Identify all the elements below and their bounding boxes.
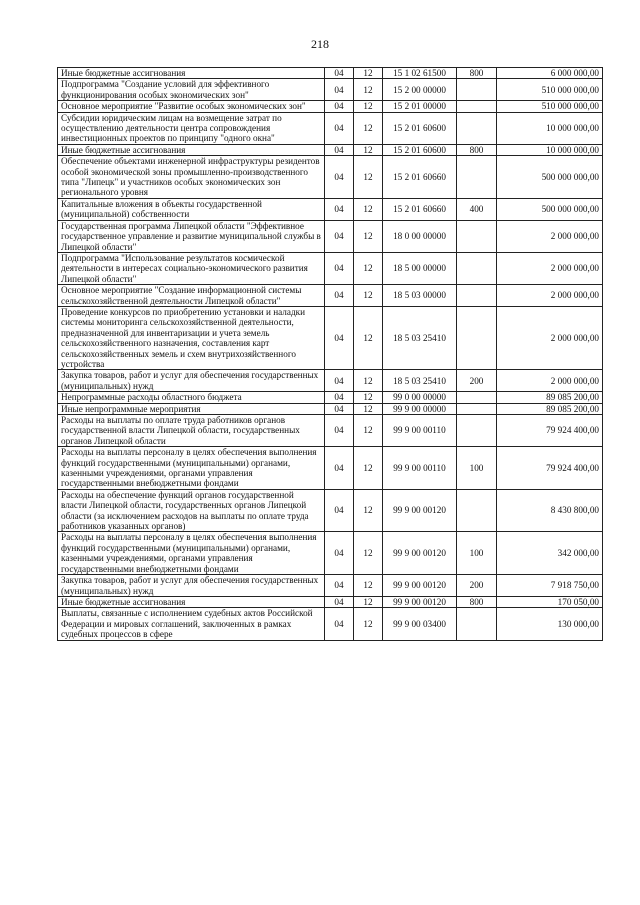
expense-name-cell: Субсидии юридическим лицам на возмещение затрат по осуществлению деятельности центра сопровождения инвестиционных проектов по принципу "одного окна" bbox=[58, 112, 325, 144]
subsection-code-cell: 12 bbox=[354, 575, 383, 597]
expense-name-cell: Иные непрограммные мероприятия bbox=[58, 403, 325, 414]
target-article-cell: 99 9 00 00120 bbox=[383, 489, 457, 532]
expense-name-cell: Основное мероприятие "Развитие особых экономических зон" bbox=[58, 101, 325, 112]
amount-cell: 8 430 800,00 bbox=[497, 489, 603, 532]
target-article-cell: 99 9 00 00120 bbox=[383, 596, 457, 607]
section-code-cell: 04 bbox=[325, 101, 354, 112]
table-row bbox=[58, 392, 603, 403]
expense-name-cell: Капитальные вложения в объекты государственной (муниципальной) собственности bbox=[58, 198, 325, 220]
target-article-cell: 99 9 00 00120 bbox=[383, 575, 457, 597]
table-row bbox=[58, 403, 603, 414]
subsection-code-cell: 12 bbox=[354, 608, 383, 640]
expense-type-cell bbox=[457, 79, 497, 101]
section-code-cell: 04 bbox=[325, 79, 354, 101]
expense-type-cell: 200 bbox=[457, 370, 497, 392]
table-row bbox=[58, 532, 603, 575]
subsection-code-cell: 12 bbox=[354, 144, 383, 155]
target-article-cell: 15 2 01 60660 bbox=[383, 156, 457, 199]
amount-cell: 130 000,00 bbox=[497, 608, 603, 640]
expense-name-cell: Иные бюджетные ассигнования bbox=[58, 68, 325, 79]
target-article-cell: 15 2 01 60600 bbox=[383, 112, 457, 144]
target-article-cell: 99 9 00 03400 bbox=[383, 608, 457, 640]
subsection-code-cell: 12 bbox=[354, 156, 383, 199]
table-row bbox=[58, 489, 603, 532]
target-article-cell: 15 2 01 60660 bbox=[383, 198, 457, 220]
amount-cell: 2 000 000,00 bbox=[497, 220, 603, 252]
section-code-cell: 04 bbox=[325, 489, 354, 532]
amount-cell: 89 085 200,00 bbox=[497, 403, 603, 414]
target-article-cell: 18 5 00 00000 bbox=[383, 252, 457, 284]
expense-name-cell: Расходы на выплаты персоналу в целях обеспечения выполнения функций государственными (муниципальными) органами, казенными учреждениями, органами управления государственными внебюджетными фондами bbox=[58, 447, 325, 490]
section-code-cell: 04 bbox=[325, 156, 354, 199]
subsection-code-cell: 12 bbox=[354, 198, 383, 220]
section-code-cell: 04 bbox=[325, 575, 354, 597]
expense-type-cell bbox=[457, 489, 497, 532]
table-row bbox=[58, 101, 603, 112]
expense-type-cell bbox=[457, 608, 497, 640]
section-code-cell: 04 bbox=[325, 220, 354, 252]
table-row bbox=[58, 156, 603, 199]
subsection-code-cell: 12 bbox=[354, 489, 383, 532]
budget-table bbox=[57, 67, 603, 641]
amount-cell: 79 924 400,00 bbox=[497, 415, 603, 447]
section-code-cell: 04 bbox=[325, 198, 354, 220]
amount-cell: 10 000 000,00 bbox=[497, 112, 603, 144]
amount-cell: 2 000 000,00 bbox=[497, 370, 603, 392]
table-row bbox=[58, 370, 603, 392]
section-code-cell: 04 bbox=[325, 252, 354, 284]
expense-type-cell bbox=[457, 392, 497, 403]
table-row bbox=[58, 68, 603, 79]
expense-name-cell: Проведение конкурсов по приобретению установки и наладки системы мониторинга сельскохозяйственной деятельности, предназначенной для инвентаризации и учета земель сельскохозяйственного назначения, составления карт сельскохозяйственных земель и схем внутрихозяйственного устройства bbox=[58, 306, 325, 369]
expense-name-cell: Подпрограмма "Использование результатов космической деятельности в интересах социально-экономического развития Липецкой области" bbox=[58, 252, 325, 284]
expense-type-cell: 100 bbox=[457, 532, 497, 575]
subsection-code-cell: 12 bbox=[354, 220, 383, 252]
table-row bbox=[58, 608, 603, 640]
table-row bbox=[58, 144, 603, 155]
table-row bbox=[58, 447, 603, 490]
target-article-cell: 99 9 00 00000 bbox=[383, 403, 457, 414]
target-article-cell: 18 0 00 00000 bbox=[383, 220, 457, 252]
expense-name-cell: Государственная программа Липецкой области "Эффективное государственное управление и развитие муниципальной службы в Липецкой области" bbox=[58, 220, 325, 252]
expense-type-cell: 200 bbox=[457, 575, 497, 597]
target-article-cell: 15 2 01 00000 bbox=[383, 101, 457, 112]
amount-cell: 7 918 750,00 bbox=[497, 575, 603, 597]
expense-name-cell: Расходы на выплаты персоналу в целях обеспечения выполнения функций государственными (муниципальными) органами, казенными учреждениями, органами управления государственными внебюджетными фондами bbox=[58, 532, 325, 575]
target-article-cell: 15 2 00 00000 bbox=[383, 79, 457, 101]
table-row bbox=[58, 575, 603, 597]
expense-type-cell bbox=[457, 252, 497, 284]
amount-cell: 79 924 400,00 bbox=[497, 447, 603, 490]
table-row bbox=[58, 285, 603, 307]
target-article-cell: 15 1 02 61500 bbox=[383, 68, 457, 79]
expense-type-cell bbox=[457, 156, 497, 199]
expense-name-cell: Иные бюджетные ассигнования bbox=[58, 596, 325, 607]
expense-type-cell bbox=[457, 285, 497, 307]
amount-cell: 500 000 000,00 bbox=[497, 198, 603, 220]
table-row bbox=[58, 596, 603, 607]
expense-type-cell bbox=[457, 101, 497, 112]
expense-name-cell: Основное мероприятие "Создание информационной системы сельскохозяйственной деятельности Липецкой области" bbox=[58, 285, 325, 307]
section-code-cell: 04 bbox=[325, 144, 354, 155]
expense-type-cell: 800 bbox=[457, 68, 497, 79]
table-row bbox=[58, 252, 603, 284]
subsection-code-cell: 12 bbox=[354, 447, 383, 490]
table-row bbox=[58, 112, 603, 144]
subsection-code-cell: 12 bbox=[354, 370, 383, 392]
amount-cell: 6 000 000,00 bbox=[497, 68, 603, 79]
target-article-cell: 99 0 00 00000 bbox=[383, 392, 457, 403]
amount-cell: 170 050,00 bbox=[497, 596, 603, 607]
amount-cell: 500 000 000,00 bbox=[497, 156, 603, 199]
subsection-code-cell: 12 bbox=[354, 112, 383, 144]
expense-name-cell: Подпрограмма "Создание условий для эффективного функционирования особых экономических зон" bbox=[58, 79, 325, 101]
target-article-cell: 99 9 00 00110 bbox=[383, 415, 457, 447]
target-article-cell: 99 9 00 00120 bbox=[383, 532, 457, 575]
subsection-code-cell: 12 bbox=[354, 403, 383, 414]
target-article-cell: 18 5 03 25410 bbox=[383, 370, 457, 392]
amount-cell: 2 000 000,00 bbox=[497, 252, 603, 284]
expense-name-cell: Расходы на обеспечение функций органов государственной власти Липецкой области, государственных органов Липецкой области (за исключением расходов на выплаты по оплате труда работников указанных органов) bbox=[58, 489, 325, 532]
expense-name-cell: Закупка товаров, работ и услуг для обеспечения государственных (муниципальных) нужд bbox=[58, 575, 325, 597]
expense-name-cell: Закупка товаров, работ и услуг для обеспечения государственных (муниципальных) нужд bbox=[58, 370, 325, 392]
table-row bbox=[58, 220, 603, 252]
table-row bbox=[58, 415, 603, 447]
expense-type-cell bbox=[457, 220, 497, 252]
section-code-cell: 04 bbox=[325, 285, 354, 307]
page-number: 218 bbox=[311, 37, 329, 51]
section-code-cell: 04 bbox=[325, 392, 354, 403]
amount-cell: 510 000 000,00 bbox=[497, 79, 603, 101]
section-code-cell: 04 bbox=[325, 608, 354, 640]
amount-cell: 2 000 000,00 bbox=[497, 285, 603, 307]
target-article-cell: 99 9 00 00110 bbox=[383, 447, 457, 490]
expense-name-cell: Непрограммные расходы областного бюджета bbox=[58, 392, 325, 403]
subsection-code-cell: 12 bbox=[354, 101, 383, 112]
target-article-cell: 18 5 03 25410 bbox=[383, 306, 457, 369]
section-code-cell: 04 bbox=[325, 447, 354, 490]
amount-cell: 89 085 200,00 bbox=[497, 392, 603, 403]
amount-cell: 10 000 000,00 bbox=[497, 144, 603, 155]
subsection-code-cell: 12 bbox=[354, 79, 383, 101]
expense-type-cell bbox=[457, 403, 497, 414]
section-code-cell: 04 bbox=[325, 532, 354, 575]
expense-name-cell: Иные бюджетные ассигнования bbox=[58, 144, 325, 155]
expense-type-cell: 400 bbox=[457, 198, 497, 220]
table-row bbox=[58, 306, 603, 369]
amount-cell: 510 000 000,00 bbox=[497, 101, 603, 112]
subsection-code-cell: 12 bbox=[354, 532, 383, 575]
expense-name-cell: Обеспечение объектами инженерной инфраструктуры резидентов особой экономической зоны промышленно-производственного типа "Липецк" и участников особых экономических зон регионального уровня bbox=[58, 156, 325, 199]
expense-type-cell bbox=[457, 306, 497, 369]
section-code-cell: 04 bbox=[325, 415, 354, 447]
subsection-code-cell: 12 bbox=[354, 285, 383, 307]
expense-name-cell: Расходы на выплаты по оплате труда работников органов государственной власти Липецкой области, государственных органов Липецкой области bbox=[58, 415, 325, 447]
amount-cell: 2 000 000,00 bbox=[497, 306, 603, 369]
section-code-cell: 04 bbox=[325, 68, 354, 79]
expense-type-cell bbox=[457, 415, 497, 447]
expense-type-cell bbox=[457, 112, 497, 144]
subsection-code-cell: 12 bbox=[354, 596, 383, 607]
section-code-cell: 04 bbox=[325, 596, 354, 607]
expense-type-cell: 800 bbox=[457, 144, 497, 155]
table-row bbox=[58, 79, 603, 101]
table-row bbox=[58, 198, 603, 220]
section-code-cell: 04 bbox=[325, 112, 354, 144]
section-code-cell: 04 bbox=[325, 306, 354, 369]
subsection-code-cell: 12 bbox=[354, 68, 383, 79]
expense-type-cell: 100 bbox=[457, 447, 497, 490]
expense-name-cell: Выплаты, связанные с исполнением судебных актов Российской Федерации и мировых соглашений, заключенных в рамках судебных процессов в сфере bbox=[58, 608, 325, 640]
amount-cell: 342 000,00 bbox=[497, 532, 603, 575]
target-article-cell: 15 2 01 60600 bbox=[383, 144, 457, 155]
target-article-cell: 18 5 03 00000 bbox=[383, 285, 457, 307]
subsection-code-cell: 12 bbox=[354, 392, 383, 403]
subsection-code-cell: 12 bbox=[354, 415, 383, 447]
subsection-code-cell: 12 bbox=[354, 252, 383, 284]
section-code-cell: 04 bbox=[325, 370, 354, 392]
subsection-code-cell: 12 bbox=[354, 306, 383, 369]
section-code-cell: 04 bbox=[325, 403, 354, 414]
expense-type-cell: 800 bbox=[457, 596, 497, 607]
